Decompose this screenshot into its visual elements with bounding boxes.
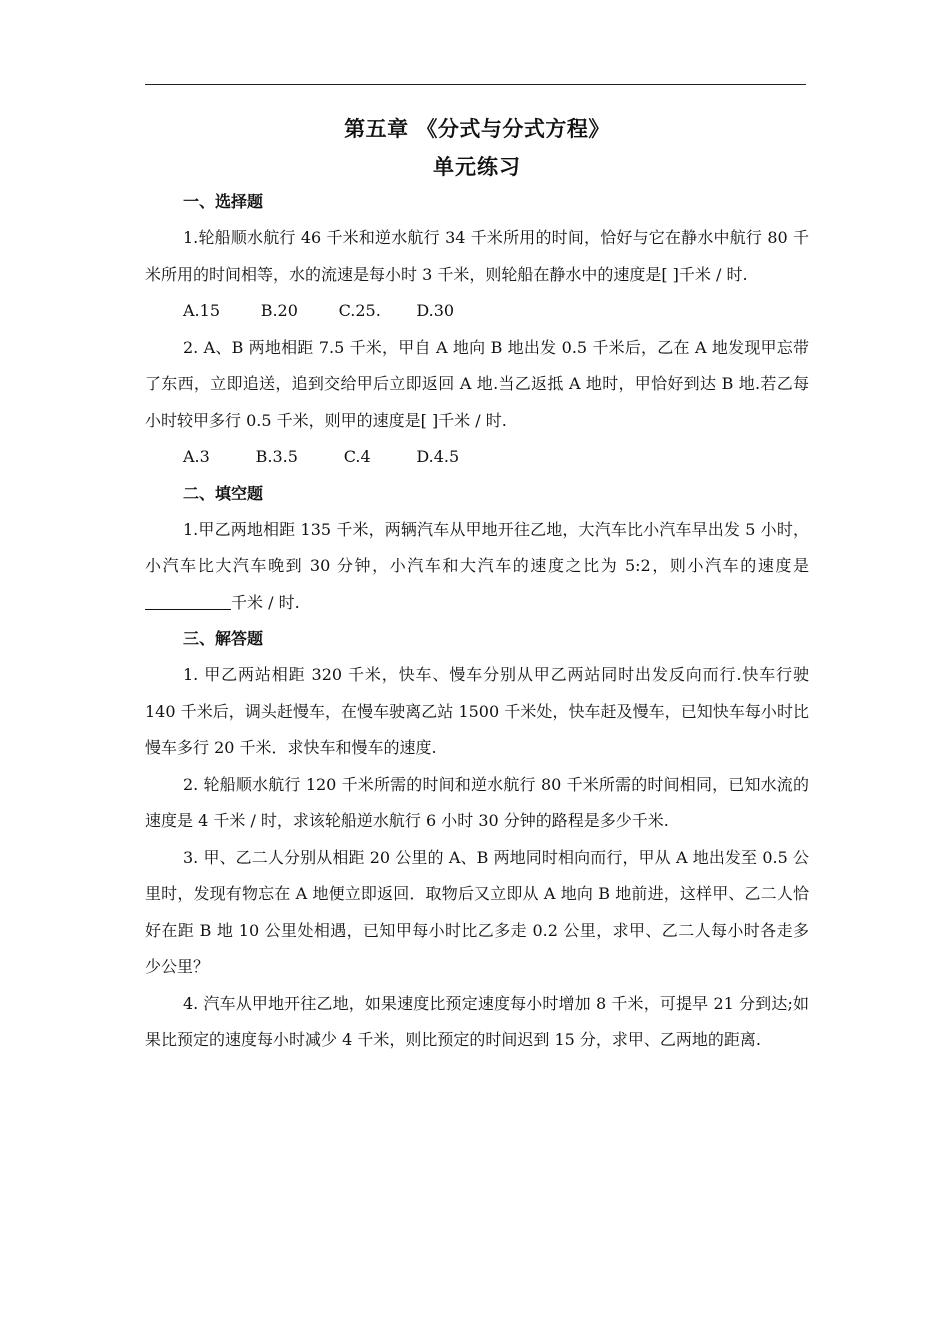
section-heading-answer: 三、解答题 bbox=[183, 629, 264, 648]
answer-blank bbox=[145, 591, 231, 610]
choice-question-1: 1.轮船顺水航行 46 千米和逆水航行 34 千米所用的时间，恰好与它在静水中航行 80 千米所用的时间相等，水的流速是每小时 3 千米，则轮船在静水中的速度是[ ]千米 / 时. bbox=[145, 228, 809, 284]
option-c: C.25. bbox=[338, 301, 381, 320]
section-heading-choice: 一、选择题 bbox=[183, 192, 264, 211]
choice-question-2: 2. A、B 两地相距 7.5 千米，甲自 A 地向 B 地出发 0.5 千米后，乙在 A 地发现甲忘带了东西，立即追送，追到交给甲后立即返回 A 地.当乙返抵 A 地时，甲恰好到达 B 地.若乙每小时较甲多行 0.5 千米，则甲的速度是[ ]千米 / 时. bbox=[145, 337, 809, 430]
document-body bbox=[145, 112, 809, 1059]
option-d: D.4.5 bbox=[416, 447, 460, 466]
answer-question-4: 4. 汽车从甲地开往乙地，如果速度比预定速度每小时增加 8 千米，可提早 21 分到达;如果比预定的速度每小时减少 4 千米，则比预定的时间迟到 15 分，求甲、乙两地的距离. bbox=[145, 993, 809, 1049]
choice-question-2-options bbox=[145, 439, 809, 476]
header-rule bbox=[145, 84, 806, 85]
fill-question-1-text: 1.甲乙两地相距 135 千米，两辆汽车从甲地开往乙地，大汽车比小汽车早出发 5 小时，小汽车比大汽车晚到 30 分钟，小汽车和大汽车的速度之比为 5:2，则小汽车的速度是 bbox=[145, 519, 809, 575]
chapter-title: 第五章 《分式与分式方程》 bbox=[344, 116, 610, 141]
choice-question-1-options bbox=[145, 293, 809, 330]
fill-question-1-unit: 千米 / 时. bbox=[231, 592, 300, 612]
section-heading-fill: 二、填空题 bbox=[183, 483, 264, 503]
option-c: C.4 bbox=[343, 447, 371, 466]
option-a: A.15 bbox=[183, 301, 220, 320]
chapter-subtitle: 单元练习 bbox=[433, 154, 521, 179]
option-a: A.3 bbox=[183, 447, 210, 466]
option-d: D.30 bbox=[416, 301, 455, 320]
answer-question-3: 3. 甲、乙二人分别从相距 20 公里的 A、B 两地同时相向而行，甲从 A 地出发至 0.5 公里时，发现有物忘在 A 地便立即返回．取物后又立即从 A 地向 B 地前进，这样甲、乙二人恰好在距 B 地 10 公里处相遇，已知甲每小时比乙多走 0.2 公里，求甲、乙二人每小时各走多少公里？ bbox=[145, 847, 809, 976]
option-b: B.3.5 bbox=[255, 447, 298, 466]
option-b: B.20 bbox=[260, 301, 298, 320]
fill-question-1 bbox=[145, 512, 809, 622]
answer-question-2: 2. 轮船顺水航行 120 千米所需的时间和逆水航行 80 千米所需的时间相同，已知水流的速度是 4 千米 / 时，求该轮船逆水航行 6 小时 30 分钟的路程是多少千米. bbox=[145, 774, 809, 830]
answer-question-1: 1. 甲乙两站相距 320 千米，快车、慢车分别从甲乙两站同时出发反向而行.快车行驶 140 千米后，调头赶慢车，在慢车驶离乙站 1500 千米处，快车赶及慢车，已知快车每小时比慢车多行 20 千米．求快车和慢车的速度. bbox=[145, 665, 809, 757]
